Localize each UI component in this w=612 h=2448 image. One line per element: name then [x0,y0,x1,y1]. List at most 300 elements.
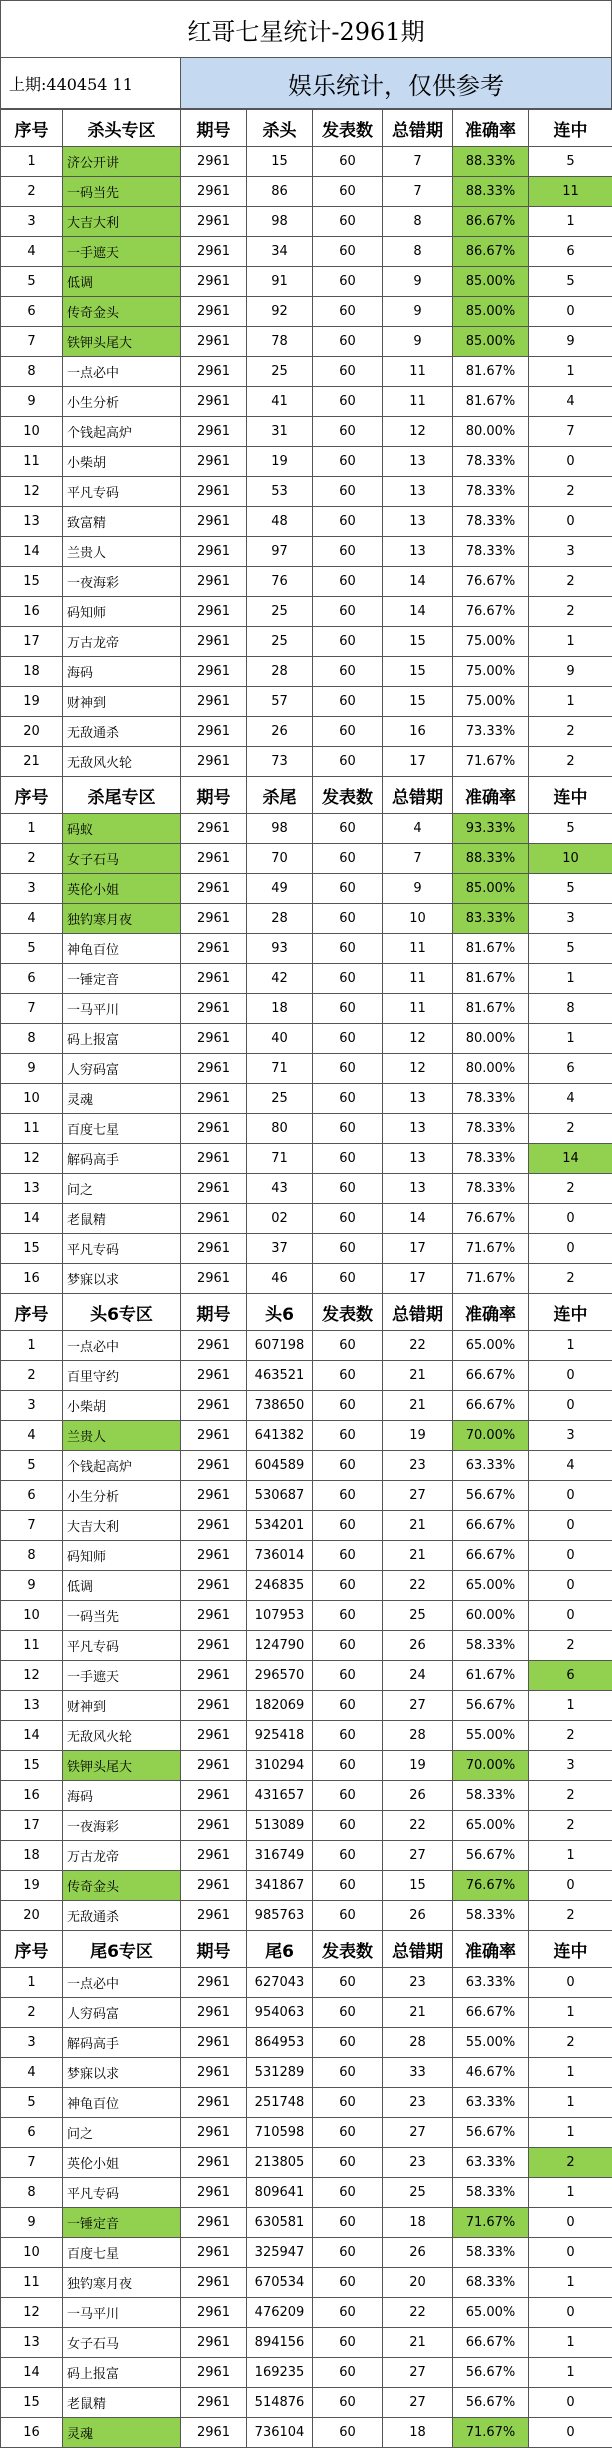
cell-period: 2961 [181,1811,247,1841]
cell-errors: 13 [383,1144,453,1174]
cell-index: 17 [1,627,63,657]
cell-index: 8 [1,2178,63,2208]
cell-pick: 325947 [247,2238,313,2268]
cell-period: 2961 [181,1204,247,1234]
cell-errors: 13 [383,447,453,477]
cell-streak: 6 [529,1054,612,1084]
cell-pick: 169235 [247,2358,313,2388]
cell-errors: 33 [383,2058,453,2088]
cell-published: 60 [313,1721,383,1751]
cell-accuracy: 66.67% [453,2328,529,2358]
cell-accuracy: 75.00% [453,687,529,717]
cell-errors: 28 [383,1721,453,1751]
cell-index: 5 [1,267,63,297]
cell-published: 60 [313,1024,383,1054]
cell-errors: 9 [383,327,453,357]
cell-name: 神龟百位 [63,934,181,964]
page-title: 红哥七星统计-2961期 [0,0,612,57]
table-row [1,1361,612,1391]
table-row [1,597,612,627]
cell-period: 2961 [181,2418,247,2448]
cell-index: 11 [1,447,63,477]
cell-period: 2961 [181,747,247,777]
cell-errors: 22 [383,1331,453,1361]
table-row [1,627,612,657]
table-row [1,1968,612,1998]
cell-pick: 73 [247,747,313,777]
cell-accuracy: 81.67% [453,387,529,417]
table-row [1,964,612,994]
cell-errors: 27 [383,2118,453,2148]
cell-pick: 630581 [247,2208,313,2238]
table-row [1,1481,612,1511]
cell-published: 60 [313,844,383,874]
cell-index: 4 [1,1421,63,1451]
cell-published: 60 [313,1391,383,1421]
cell-name: 女子石马 [63,844,181,874]
cell-published: 60 [313,537,383,567]
table-row [1,1204,612,1234]
cell-period: 2961 [181,597,247,627]
cell-accuracy: 56.67% [453,2388,529,2418]
table-row [1,1721,612,1751]
cell-pick: 641382 [247,1421,313,1451]
column-header-streak: 连中 [529,1931,612,1968]
cell-errors: 15 [383,1871,453,1901]
cell-name: 一夜海彩 [63,567,181,597]
table-row [1,1631,612,1661]
cell-period: 2961 [181,1024,247,1054]
cell-name: 解码高手 [63,1144,181,1174]
cell-pick: 26 [247,717,313,747]
cell-published: 60 [313,904,383,934]
cell-name: 万古龙帝 [63,627,181,657]
cell-pick: 985763 [247,1901,313,1931]
cell-accuracy: 58.33% [453,2238,529,2268]
cell-period: 2961 [181,237,247,267]
cell-published: 60 [313,1968,383,1998]
cell-name: 济公开讲 [63,147,181,177]
cell-accuracy: 71.67% [453,2208,529,2238]
cell-streak: 5 [529,147,612,177]
cell-index: 3 [1,1391,63,1421]
cell-name: 一锤定音 [63,2208,181,2238]
cell-accuracy: 76.67% [453,597,529,627]
table-row [1,1811,612,1841]
cell-streak: 0 [529,2418,612,2448]
cell-published: 60 [313,657,383,687]
column-header-index: 序号 [1,1294,63,1331]
cell-pick: 316749 [247,1841,313,1871]
cell-pick: 80 [247,1114,313,1144]
column-header-errors: 总错期 [383,110,453,147]
cell-errors: 13 [383,477,453,507]
cell-errors: 13 [383,1114,453,1144]
cell-streak: 3 [529,1751,612,1781]
table-row [1,1541,612,1571]
table-row [1,994,612,1024]
cell-pick: 41 [247,387,313,417]
cell-period: 2961 [181,2028,247,2058]
table-row [1,657,612,687]
cell-published: 60 [313,417,383,447]
cell-name: 一点必中 [63,1331,181,1361]
cell-errors: 19 [383,1751,453,1781]
cell-pick: 531289 [247,2058,313,2088]
cell-index: 14 [1,537,63,567]
cell-accuracy: 58.33% [453,1631,529,1661]
cell-published: 60 [313,237,383,267]
column-header-published: 发表数 [313,110,383,147]
column-header-accuracy: 准确率 [453,777,529,814]
cell-name: 财神到 [63,687,181,717]
cell-streak: 1 [529,1331,612,1361]
cell-period: 2961 [181,2208,247,2238]
cell-pick: 02 [247,1204,313,1234]
cell-published: 60 [313,2178,383,2208]
table-row [1,687,612,717]
cell-pick: 71 [247,1144,313,1174]
cell-streak: 0 [529,1361,612,1391]
cell-streak: 1 [529,627,612,657]
table-row [1,1781,612,1811]
cell-streak: 1 [529,687,612,717]
cell-index: 10 [1,417,63,447]
cell-errors: 21 [383,1998,453,2028]
cell-published: 60 [313,597,383,627]
cell-period: 2961 [181,537,247,567]
cell-name: 大吉大利 [63,1511,181,1541]
cell-name: 无敌风火轮 [63,1721,181,1751]
cell-streak: 0 [529,1871,612,1901]
cell-accuracy: 58.33% [453,2178,529,2208]
cell-name: 码上报富 [63,2358,181,2388]
cell-period: 2961 [181,964,247,994]
cell-published: 60 [313,1174,383,1204]
cell-accuracy: 56.67% [453,1841,529,1871]
cell-published: 60 [313,1781,383,1811]
cell-name: 问之 [63,2118,181,2148]
table-row [1,1841,612,1871]
cell-period: 2961 [181,1084,247,1114]
cell-errors: 7 [383,147,453,177]
cell-pick: 97 [247,537,313,567]
cell-errors: 26 [383,1901,453,1931]
cell-streak: 0 [529,1511,612,1541]
cell-pick: 91 [247,267,313,297]
cell-errors: 21 [383,1511,453,1541]
cell-index: 3 [1,2028,63,2058]
cell-errors: 12 [383,417,453,447]
cell-streak: 1 [529,1024,612,1054]
cell-name: 低调 [63,267,181,297]
cell-errors: 22 [383,1571,453,1601]
cell-index: 13 [1,2328,63,2358]
cell-errors: 23 [383,1451,453,1481]
cell-period: 2961 [181,387,247,417]
cell-errors: 17 [383,747,453,777]
cell-published: 60 [313,297,383,327]
cell-errors: 11 [383,964,453,994]
cell-pick: 71 [247,1054,313,1084]
column-header-published: 发表数 [313,1294,383,1331]
cell-period: 2961 [181,2178,247,2208]
cell-pick: 92 [247,297,313,327]
cell-period: 2961 [181,1174,247,1204]
cell-period: 2961 [181,934,247,964]
cell-index: 6 [1,2118,63,2148]
cell-errors: 19 [383,1421,453,1451]
cell-errors: 15 [383,657,453,687]
cell-errors: 20 [383,2268,453,2298]
cell-index: 11 [1,2268,63,2298]
cell-accuracy: 78.33% [453,537,529,567]
cell-index: 1 [1,147,63,177]
cell-errors: 14 [383,567,453,597]
cell-streak: 3 [529,904,612,934]
cell-streak: 2 [529,717,612,747]
cell-pick: 607198 [247,1331,313,1361]
cell-published: 60 [313,1511,383,1541]
cell-published: 60 [313,477,383,507]
cell-pick: 864953 [247,2028,313,2058]
table-row [1,1234,612,1264]
cell-errors: 13 [383,1174,453,1204]
cell-published: 60 [313,2418,383,2448]
cell-errors: 22 [383,1811,453,1841]
cell-accuracy: 81.67% [453,934,529,964]
cell-published: 60 [313,687,383,717]
cell-published: 60 [313,2208,383,2238]
table-row [1,237,612,267]
cell-streak: 1 [529,2118,612,2148]
cell-errors: 21 [383,2328,453,2358]
cell-streak: 5 [529,267,612,297]
cell-name: 灵魂 [63,1084,181,1114]
cell-errors: 11 [383,994,453,1024]
cell-accuracy: 75.00% [453,627,529,657]
cell-accuracy: 85.00% [453,874,529,904]
cell-accuracy: 81.67% [453,964,529,994]
cell-errors: 7 [383,177,453,207]
column-header-name: 杀尾专区 [63,777,181,814]
cell-accuracy: 76.67% [453,567,529,597]
cell-streak: 1 [529,2328,612,2358]
cell-streak: 0 [529,2208,612,2238]
cell-name: 铁钾头尾大 [63,1751,181,1781]
cell-errors: 25 [383,1601,453,1631]
cell-name: 传奇金头 [63,297,181,327]
cell-period: 2961 [181,1721,247,1751]
cell-errors: 26 [383,1631,453,1661]
column-header-index: 序号 [1,777,63,814]
cell-streak: 3 [529,537,612,567]
cell-errors: 8 [383,237,453,267]
cell-period: 2961 [181,627,247,657]
table-row [1,2088,612,2118]
cell-published: 60 [313,1661,383,1691]
cell-streak: 2 [529,1631,612,1661]
cell-period: 2961 [181,297,247,327]
cell-pick: 310294 [247,1751,313,1781]
cell-accuracy: 61.67% [453,1661,529,1691]
cell-pick: 213805 [247,2148,313,2178]
section-header-row [1,1294,612,1331]
cell-streak: 5 [529,874,612,904]
cell-index: 12 [1,477,63,507]
cell-errors: 27 [383,2358,453,2388]
cell-period: 2961 [181,1998,247,2028]
table-row [1,874,612,904]
table-row [1,1511,612,1541]
cell-streak: 2 [529,1174,612,1204]
cell-period: 2961 [181,874,247,904]
cell-accuracy: 93.33% [453,814,529,844]
cell-published: 60 [313,1084,383,1114]
cell-index: 12 [1,1144,63,1174]
cell-index: 15 [1,567,63,597]
cell-published: 60 [313,2058,383,2088]
cell-accuracy: 66.67% [453,1998,529,2028]
cell-accuracy: 55.00% [453,1721,529,1751]
cell-index: 15 [1,1751,63,1781]
cell-period: 2961 [181,1601,247,1631]
cell-name: 兰贵人 [63,1421,181,1451]
cell-pick: 670534 [247,2268,313,2298]
cell-streak: 14 [529,1144,612,1174]
cell-accuracy: 78.33% [453,1114,529,1144]
column-header-accuracy: 准确率 [453,1294,529,1331]
cell-errors: 13 [383,1084,453,1114]
cell-index: 2 [1,177,63,207]
cell-errors: 25 [383,2178,453,2208]
cell-published: 60 [313,1204,383,1234]
column-header-period: 期号 [181,110,247,147]
cell-errors: 17 [383,1234,453,1264]
cell-accuracy: 88.33% [453,177,529,207]
cell-accuracy: 85.00% [453,267,529,297]
cell-period: 2961 [181,1661,247,1691]
cell-streak: 0 [529,1204,612,1234]
cell-name: 平凡专码 [63,1631,181,1661]
cell-pick: 604589 [247,1451,313,1481]
cell-pick: 78 [247,327,313,357]
stats-table [0,109,612,2448]
cell-errors: 16 [383,717,453,747]
cell-published: 60 [313,627,383,657]
cell-period: 2961 [181,1541,247,1571]
table-row [1,1174,612,1204]
cell-pick: 296570 [247,1661,313,1691]
cell-errors: 9 [383,874,453,904]
cell-streak: 1 [529,1691,612,1721]
cell-published: 60 [313,357,383,387]
cell-period: 2961 [181,2268,247,2298]
cell-index: 1 [1,1331,63,1361]
subheader-bar [0,57,612,109]
cell-period: 2961 [181,1264,247,1294]
cell-streak: 7 [529,417,612,447]
cell-period: 2961 [181,477,247,507]
cell-published: 60 [313,874,383,904]
cell-errors: 11 [383,357,453,387]
cell-streak: 8 [529,994,612,1024]
cell-published: 60 [313,1361,383,1391]
table-row [1,357,612,387]
cell-streak: 2 [529,477,612,507]
table-row [1,717,612,747]
table-row [1,1601,612,1631]
table-row [1,1264,612,1294]
cell-pick: 48 [247,507,313,537]
cell-streak: 2 [529,1264,612,1294]
cell-accuracy: 71.67% [453,1264,529,1294]
table-row [1,297,612,327]
column-header-pick: 尾6 [247,1931,313,1968]
cell-streak: 11 [529,177,612,207]
table-row [1,2208,612,2238]
cell-errors: 24 [383,1661,453,1691]
cell-accuracy: 56.67% [453,2358,529,2388]
cell-pick: 57 [247,687,313,717]
cell-published: 60 [313,2298,383,2328]
cell-name: 码知师 [63,1541,181,1571]
cell-name: 财神到 [63,1691,181,1721]
cell-streak: 2 [529,567,612,597]
cell-errors: 9 [383,267,453,297]
cell-index: 8 [1,1541,63,1571]
cell-pick: 107953 [247,1601,313,1631]
cell-accuracy: 81.67% [453,357,529,387]
column-header-index: 序号 [1,110,63,147]
table-row [1,2028,612,2058]
cell-period: 2961 [181,1871,247,1901]
cell-streak: 0 [529,1968,612,1998]
cell-index: 6 [1,297,63,327]
cell-errors: 9 [383,297,453,327]
cell-index: 4 [1,237,63,267]
cell-streak: 0 [529,507,612,537]
cell-errors: 13 [383,507,453,537]
cell-errors: 14 [383,1204,453,1234]
cell-accuracy: 76.67% [453,1871,529,1901]
cell-streak: 1 [529,2088,612,2118]
cell-pick: 925418 [247,1721,313,1751]
cell-pick: 534201 [247,1511,313,1541]
cell-streak: 3 [529,1421,612,1451]
cell-period: 2961 [181,657,247,687]
cell-index: 11 [1,1114,63,1144]
cell-errors: 18 [383,2418,453,2448]
cell-index: 20 [1,1901,63,1931]
column-header-streak: 连中 [529,777,612,814]
cell-index: 12 [1,1661,63,1691]
cell-pick: 431657 [247,1781,313,1811]
cell-period: 2961 [181,1901,247,1931]
cell-accuracy: 76.67% [453,1204,529,1234]
cell-index: 15 [1,2388,63,2418]
cell-index: 16 [1,597,63,627]
cell-published: 60 [313,1901,383,1931]
cell-pick: 513089 [247,1811,313,1841]
table-row [1,1024,612,1054]
cell-index: 18 [1,1841,63,1871]
cell-pick: 98 [247,814,313,844]
cell-period: 2961 [181,2298,247,2328]
cell-published: 60 [313,747,383,777]
cell-index: 4 [1,904,63,934]
column-header-name: 头6专区 [63,1294,181,1331]
